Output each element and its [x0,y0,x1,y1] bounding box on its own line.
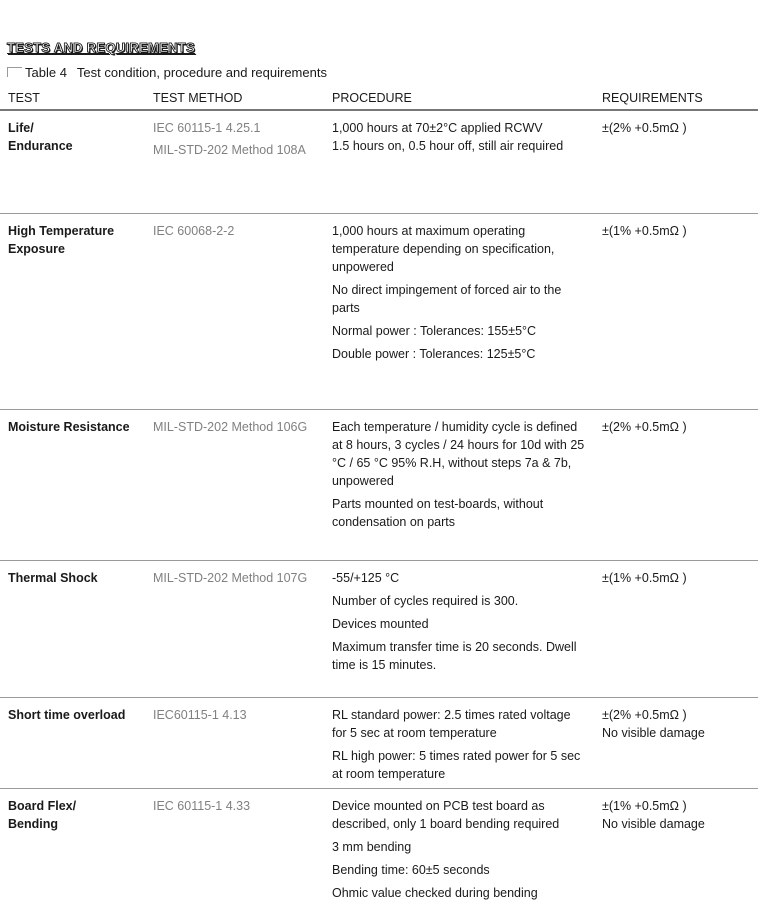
table-header-row [0,88,758,110]
cell-procedure [324,409,594,560]
procedure-paragraph: -55/+125 °C [332,570,400,585]
caption-text: Test condition, procedure and requirements [76,65,327,80]
cell-procedure [324,213,594,409]
method-line: MIL-STD-202 Method 107G [153,570,308,585]
method-line: IEC60115-1 4.13 [153,707,247,722]
test-name-line: Board Flex/ [8,798,77,813]
test-name-line: High Temperature [8,223,115,238]
table-row [0,213,758,409]
method-line: IEC 60068-2-2 [153,223,235,238]
requirement-line: ±(2% +0.5mΩ ) [602,121,687,135]
procedure-paragraph: RL high power: 5 times rated power for 5 sec at room temperature [332,748,581,781]
header-procedure: PROCEDURE [324,88,594,110]
method-line: IEC 60115-1 4.25.1 [153,121,261,135]
method-line: IEC 60115-1 4.33 [153,798,251,813]
procedure-paragraph: Number of cycles required is 300. [332,593,519,608]
cell-requirements [594,213,758,409]
procedure-paragraph: Normal power : Tolerances: 155±5°C [332,323,537,338]
caption-label: Table 4 [25,65,67,80]
table-row [0,697,758,788]
cell-procedure [324,788,594,907]
cell-requirements [594,697,758,788]
requirement-line: No visible damage [602,725,705,740]
test-requirements-table [0,88,758,907]
procedure-paragraph: Ohmic value checked during bending [332,885,538,900]
procedure-paragraph: Parts mounted on test-boards, without condensation on parts [332,496,544,529]
test-name-line: Life/ [8,121,34,135]
cell-method [145,697,324,788]
cell-method [145,560,324,697]
table-caption [7,65,327,80]
cell-requirements [594,110,758,213]
cell-test [0,213,145,409]
requirement-line: ±(1% +0.5mΩ ) [602,798,687,813]
procedure-paragraph: 1,000 hours at maximum operating temperature depending on specification, unpowered [332,223,555,274]
procedure-paragraph: No direct impingement of forced air to the parts [332,282,562,315]
table-row [0,788,758,907]
table-row [0,560,758,697]
test-name-line: Bending [8,816,58,831]
method-line: MIL-STD-202 Method 106G [153,419,308,434]
procedure-paragraph: Devices mounted [332,616,429,631]
test-name-line: Endurance [8,139,73,153]
cell-method [145,788,324,907]
procedure-paragraph: Bending time: 60±5 seconds [332,862,490,877]
cell-requirements [594,409,758,560]
method-line: MIL-STD-202 Method 108A [153,143,306,157]
cell-test [0,697,145,788]
requirement-line: ±(2% +0.5mΩ ) [602,707,687,722]
cell-procedure [324,560,594,697]
procedure-paragraph: RL standard power: 2.5 times rated voltage for 5 sec at room temperature [332,707,571,740]
cell-requirements [594,788,758,907]
header-test: TEST [0,88,145,110]
test-name-line: Exposure [8,241,65,256]
cell-requirements [594,560,758,697]
table-row [0,409,758,560]
procedure-paragraph: Device mounted on PCB test board as described, only 1 board bending required [332,798,560,831]
header-test-method: TEST METHOD [145,88,324,110]
procedure-paragraph: Maximum transfer time is 20 seconds. Dwell time is 15 minutes. [332,639,577,672]
cell-method [145,110,324,213]
cell-test [0,788,145,907]
procedure-paragraph: 3 mm bending [332,839,412,854]
cell-procedure [324,697,594,788]
procedure-line: 1.5 hours on, 0.5 hour off, still air required [332,139,564,153]
test-name-line: Moisture Resistance [8,419,130,434]
caption-bracket [7,67,22,77]
test-name-line: Short time overload [8,707,126,722]
table-row [0,110,758,213]
cell-test [0,409,145,560]
requirement-line: ±(2% +0.5mΩ ) [602,419,687,434]
cell-procedure [324,110,594,213]
procedure-paragraph: Each temperature / humidity cycle is defined at 8 hours, 3 cycles / 24 hours for 10d with 25 °C / 65 °C 95% R.H, without steps 7a & 7b, unpowered [332,419,585,488]
test-name-line: Thermal Shock [8,570,98,585]
requirement-line: ±(1% +0.5mΩ ) [602,570,687,585]
cell-method [145,213,324,409]
requirement-line: ±(1% +0.5mΩ ) [602,223,687,238]
procedure-paragraph: Double power : Tolerances: 125±5°C [332,346,536,361]
section-title: TESTS AND REQUIREMENTS [7,40,196,55]
header-requirements: REQUIREMENTS [594,88,758,110]
cell-method [145,409,324,560]
cell-test [0,560,145,697]
cell-test [0,110,145,213]
requirement-line: No visible damage [602,816,705,831]
procedure-line: 1,000 hours at 70±2°C applied RCWV [332,121,543,135]
